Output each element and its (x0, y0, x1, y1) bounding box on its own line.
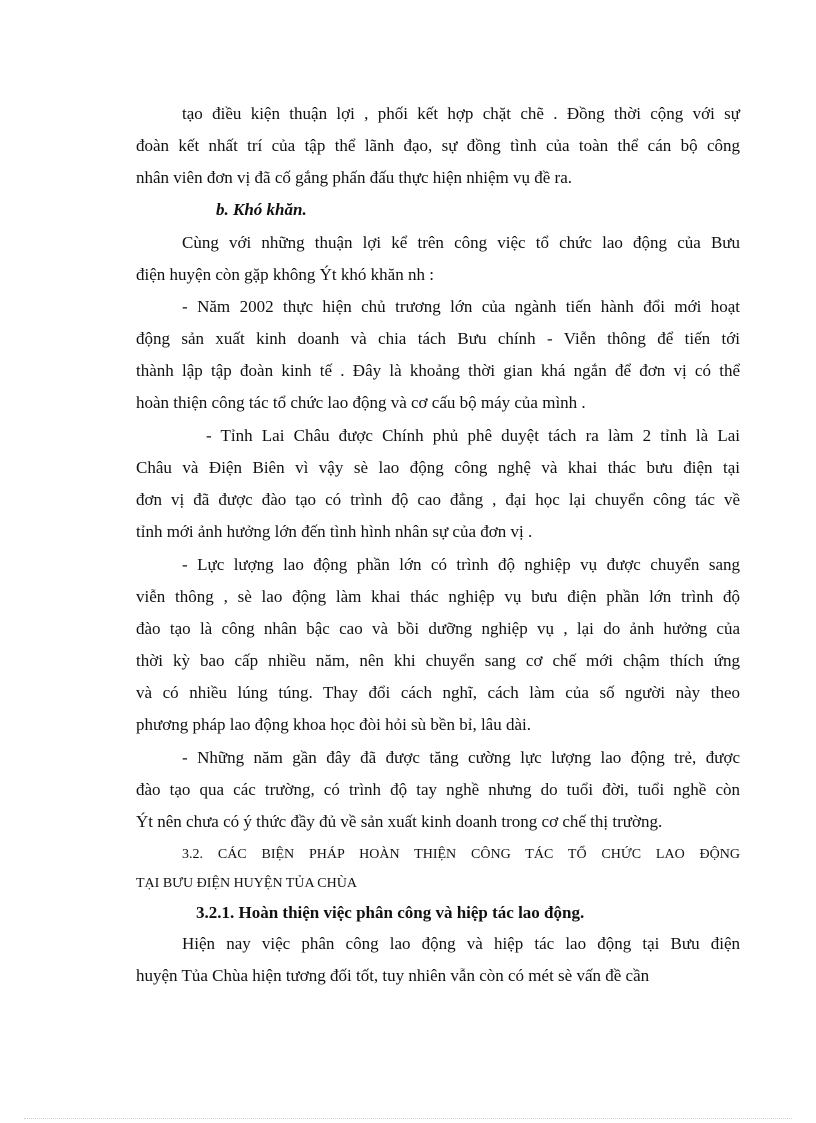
text-line: tạo điều kiện thuận lợi , phối kết hợp chặt chẽ . Đồng thời cộng với sự (182, 104, 740, 123)
text-line: viễn thông , sè lao động làm khai thác nghiệp vụ bưu điện phần lớn trình độ (136, 587, 740, 606)
text-line: - Những năm gần đây đã được tăng cường lực lượng lao động trẻ, được (182, 748, 740, 767)
text-line: tỉnh mới ảnh hưởng lớn đến tình hình nhân sự của đơn vị . (136, 522, 533, 541)
page-bottom-divider (24, 1118, 792, 1119)
text-line: huyện Tủa Chùa hiện tương đối tốt, tuy nhiên vẫn còn có mét sè vấn đề cần (136, 966, 650, 985)
text-line: và có nhiều lúng túng. Thay đổi cách nghĩ, cách làm của số người này theo (136, 683, 740, 702)
text-line: - Tỉnh Lai Châu được Chính phủ phê duyệt tách ra làm 2 tỉnh là Lai (206, 426, 740, 445)
subsection-heading: 3.2.1. Hoàn thiện việc phân công và hiệp tác lao động. (196, 903, 585, 922)
text-line: đào tạo là công nhân bậc cao và bồi dưỡng nghiệp vụ , lại do ảnh hưởng của (136, 619, 740, 638)
text-line: Châu và Điện Biên vì vậy sè lao động công nghệ và khai thác bưu điện tại (136, 458, 740, 477)
text-line: động sản xuất kinh doanh và chia tách Bưu chính - Viễn thông để tiến tới (136, 329, 740, 348)
text-line: Hiện nay việc phân công lao động và hiệp tác lao động tại Bưu điện (182, 934, 740, 953)
text-line: - Năm 2002 thực hiện chủ trương lớn của ngành tiến hành đổi mới hoạt (182, 297, 740, 316)
text-line: đào tạo qua các trường, có trình độ tay nghề nhưng do tuổi đời, tuổi nghề còn (136, 780, 740, 799)
text-line: hoàn thiện công tác tổ chức lao động và cơ cấu bộ máy của mình . (136, 393, 586, 412)
text-line: đoàn kết nhất trí của tập thể lãnh đạo, sự đồng tình của toàn thể cán bộ công (136, 136, 740, 155)
text-line: thành lập tập đoàn kinh tế . Đây là khoảng thời gian khá ngắn để đơn vị có thể (136, 361, 740, 380)
text-line: phương pháp lao động khoa học đòi hỏi sù bền bỉ, lâu dài. (136, 715, 531, 734)
section-heading: b. Khó khăn. (216, 200, 307, 219)
section-title: TẠI BƯU ĐIỆN HUYỆN TỦA CHÙA (136, 876, 357, 891)
text-line: thời kỳ bao cấp nhiều năm, nên khi chuyển sang cơ chế mới chậm thích ứng (136, 651, 740, 670)
text-line: điện huyện còn gặp không Ýt khó khăn nh : (136, 265, 434, 284)
text-line: Ýt nên chưa có ý thức đầy đủ về sản xuất kinh doanh trong cơ chế thị trường. (136, 812, 663, 831)
text-line: đơn vị đã được đào tạo có trình độ cao đẳng , đại học lại chuyển công tác về (136, 490, 740, 509)
text-line: Cùng với những thuận lợi kể trên công việc tổ chức lao động của Bưu (182, 233, 740, 252)
text-line: - Lực lượng lao động phần lớn có trình độ nghiệp vụ được chuyển sang (182, 555, 740, 574)
text-line: nhân viên đơn vị đã cố gắng phấn đấu thực hiện nhiệm vụ đề ra. (136, 168, 572, 187)
section-title: 3.2. CÁC BIỆN PHÁP HOÀN THIỆN CÔNG TÁC TỔ CHỨC LAO ĐỘNG (182, 847, 740, 862)
